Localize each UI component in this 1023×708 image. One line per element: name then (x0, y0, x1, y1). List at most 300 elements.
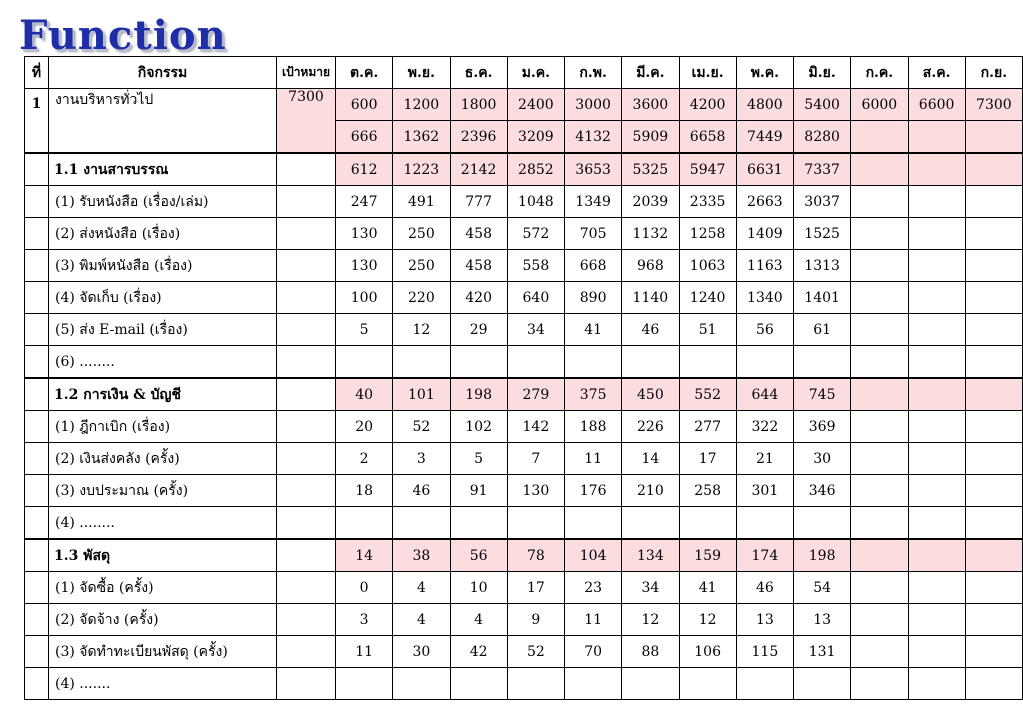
item-value: 52 (393, 411, 450, 443)
header-no: ที่ (25, 57, 49, 89)
item-value: 51 (679, 314, 736, 346)
item-value: 420 (450, 282, 507, 314)
item-value (393, 668, 450, 700)
item-row (25, 572, 1023, 604)
item-value: 131 (794, 636, 851, 668)
target-empty (277, 668, 336, 700)
section-label: 1.2 การเงิน & บัญชี (49, 378, 277, 411)
item-value (908, 507, 965, 540)
item-value: 54 (794, 572, 851, 604)
item-value: 10 (450, 572, 507, 604)
item-value: 61 (794, 314, 851, 346)
item-row (25, 443, 1023, 475)
plan-cell: 1200 (393, 89, 450, 121)
item-value: 100 (336, 282, 393, 314)
plan-cell: 4800 (736, 89, 793, 121)
row-number-empty (25, 572, 49, 604)
item-value (736, 507, 793, 540)
section-value: 375 (565, 378, 622, 411)
item-label: (3) พิมพ์หนังสือ (เรื่อง) (49, 250, 277, 282)
item-label: (6) ........ (49, 346, 277, 379)
item-value: 11 (565, 443, 622, 475)
item-value: 142 (507, 411, 564, 443)
plan-cell: 3000 (565, 89, 622, 121)
section-value (908, 539, 965, 572)
item-value: 3 (336, 604, 393, 636)
item-value (851, 314, 908, 346)
item-value: 1401 (794, 282, 851, 314)
item-value: 46 (393, 475, 450, 507)
item-value (908, 186, 965, 218)
item-value (851, 186, 908, 218)
item-label: (2) เงินส่งคลัง (ครั้ง) (49, 443, 277, 475)
target-empty (277, 282, 336, 314)
item-value (393, 507, 450, 540)
item-label: (1) จัดซื้อ (ครั้ง) (49, 572, 277, 604)
item-value (908, 475, 965, 507)
section-value: 38 (393, 539, 450, 572)
item-value (679, 507, 736, 540)
section-row (25, 378, 1023, 411)
row-number-empty (25, 475, 49, 507)
item-value: 1349 (565, 186, 622, 218)
actual-cell (965, 121, 1022, 154)
item-label: (5) ส่ง E-mail (เรื่อง) (49, 314, 277, 346)
item-value (794, 668, 851, 700)
item-value: 42 (450, 636, 507, 668)
item-value (794, 507, 851, 540)
item-value: 20 (336, 411, 393, 443)
section-value: 14 (336, 539, 393, 572)
section-value: 450 (622, 378, 679, 411)
item-value: 130 (336, 250, 393, 282)
section-value: 78 (507, 539, 564, 572)
item-value: 1409 (736, 218, 793, 250)
item-value: 91 (450, 475, 507, 507)
target-empty (277, 346, 336, 379)
item-value (965, 443, 1022, 475)
plan-cell: 1800 (450, 89, 507, 121)
item-value: 1313 (794, 250, 851, 282)
item-value (851, 507, 908, 540)
item-value: 11 (565, 604, 622, 636)
item-value (336, 668, 393, 700)
item-value: 12 (679, 604, 736, 636)
item-value (851, 218, 908, 250)
item-value: 188 (565, 411, 622, 443)
item-value: 9 (507, 604, 564, 636)
actual-cell: 7449 (736, 121, 793, 154)
item-value (565, 668, 622, 700)
section-value: 1223 (393, 153, 450, 186)
item-value (851, 411, 908, 443)
item-value: 46 (736, 572, 793, 604)
row-number-empty (25, 153, 49, 186)
item-row (25, 250, 1023, 282)
row-number-empty (25, 507, 49, 540)
item-value: 34 (507, 314, 564, 346)
item-value: 277 (679, 411, 736, 443)
actual-cell: 8280 (794, 121, 851, 154)
target-empty (277, 250, 336, 282)
item-value (908, 314, 965, 346)
item-value (507, 668, 564, 700)
section-value: 745 (794, 378, 851, 411)
item-value (851, 282, 908, 314)
row-number-empty (25, 604, 49, 636)
main-activity-label: งานบริหารทั่วไป (49, 89, 277, 154)
header-month: เม.ย. (679, 57, 736, 89)
header-month: ธ.ค. (450, 57, 507, 89)
item-value: 1048 (507, 186, 564, 218)
section-value (908, 153, 965, 186)
item-value: 250 (393, 218, 450, 250)
target-empty (277, 636, 336, 668)
section-value (965, 539, 1022, 572)
item-value (450, 346, 507, 379)
item-value (851, 443, 908, 475)
item-value (851, 572, 908, 604)
actual-cell: 666 (336, 121, 393, 154)
item-value (565, 507, 622, 540)
header-month: พ.ค. (736, 57, 793, 89)
item-value: 458 (450, 250, 507, 282)
section-value: 552 (679, 378, 736, 411)
row-number-empty (25, 539, 49, 572)
header-month: ม.ค. (507, 57, 564, 89)
item-value (965, 250, 1022, 282)
section-value (851, 153, 908, 186)
item-value: 4 (450, 604, 507, 636)
item-value: 3037 (794, 186, 851, 218)
section-value: 612 (336, 153, 393, 186)
item-row (25, 475, 1023, 507)
item-value: 12 (622, 604, 679, 636)
item-value (965, 346, 1022, 379)
section-value: 40 (336, 378, 393, 411)
item-value: 250 (393, 250, 450, 282)
row-number-empty (25, 314, 49, 346)
item-value (965, 411, 1022, 443)
section-row (25, 539, 1023, 572)
item-value (565, 346, 622, 379)
item-value: 705 (565, 218, 622, 250)
target-empty (277, 539, 336, 572)
plan-cell: 3600 (622, 89, 679, 121)
row-number-empty (25, 218, 49, 250)
header-month: ต.ค. (336, 57, 393, 89)
item-value: 130 (336, 218, 393, 250)
item-row (25, 186, 1023, 218)
item-value: 210 (622, 475, 679, 507)
plan-cell: 2400 (507, 89, 564, 121)
item-value: 11 (336, 636, 393, 668)
actual-cell (908, 121, 965, 154)
header-month: ก.ค. (851, 57, 908, 89)
section-label: 1.3 พัสดุ (49, 539, 277, 572)
item-value: 458 (450, 218, 507, 250)
item-value (851, 636, 908, 668)
item-value: 130 (507, 475, 564, 507)
item-label: (2) ส่งหนังสือ (เรื่อง) (49, 218, 277, 250)
header-month: ก.พ. (565, 57, 622, 89)
header-month: ส.ค. (908, 57, 965, 89)
item-value (965, 314, 1022, 346)
item-value: 106 (679, 636, 736, 668)
item-value: 12 (393, 314, 450, 346)
item-label: (2) จัดจ้าง (ครั้ง) (49, 604, 277, 636)
item-value: 115 (736, 636, 793, 668)
header-month: ก.ย. (965, 57, 1022, 89)
item-value: 1063 (679, 250, 736, 282)
item-row (25, 668, 1023, 700)
item-value (622, 507, 679, 540)
item-value: 322 (736, 411, 793, 443)
item-value (450, 668, 507, 700)
row-number-empty (25, 250, 49, 282)
item-value: 17 (507, 572, 564, 604)
header-month: พ.ย. (393, 57, 450, 89)
target-empty (277, 572, 336, 604)
item-value: 18 (336, 475, 393, 507)
section-value: 7337 (794, 153, 851, 186)
target-empty (277, 153, 336, 186)
item-value: 30 (794, 443, 851, 475)
target-empty (277, 604, 336, 636)
item-value: 226 (622, 411, 679, 443)
header-row (25, 57, 1023, 89)
section-value (851, 378, 908, 411)
item-value: 1132 (622, 218, 679, 250)
section-value: 198 (794, 539, 851, 572)
item-value: 1258 (679, 218, 736, 250)
section-value: 159 (679, 539, 736, 572)
item-value: 0 (336, 572, 393, 604)
item-value (336, 346, 393, 379)
item-value (794, 346, 851, 379)
target-empty (277, 443, 336, 475)
item-value: 2335 (679, 186, 736, 218)
item-value: 1240 (679, 282, 736, 314)
actual-cell: 3209 (507, 121, 564, 154)
item-value (908, 604, 965, 636)
row-number-empty (25, 186, 49, 218)
item-value (965, 186, 1022, 218)
target-value: 7300 (277, 89, 336, 154)
item-value: 23 (565, 572, 622, 604)
item-value: 2039 (622, 186, 679, 218)
item-value: 5 (450, 443, 507, 475)
item-value: 52 (507, 636, 564, 668)
activity-table (24, 56, 1023, 700)
row-number-empty (25, 668, 49, 700)
item-value: 5 (336, 314, 393, 346)
row-number-empty (25, 282, 49, 314)
item-label: (1) ฎีกาเบิก (เรื่อง) (49, 411, 277, 443)
item-value (851, 475, 908, 507)
item-value (965, 668, 1022, 700)
section-value (908, 378, 965, 411)
item-value: 1163 (736, 250, 793, 282)
item-value: 30 (393, 636, 450, 668)
item-value: 301 (736, 475, 793, 507)
item-value (507, 346, 564, 379)
item-value (851, 668, 908, 700)
item-value (965, 282, 1022, 314)
item-value: 176 (565, 475, 622, 507)
item-value (965, 604, 1022, 636)
item-label: (3) จัดทำทะเบียนพัสดุ (ครั้ง) (49, 636, 277, 668)
item-value (908, 636, 965, 668)
header-activity: กิจกรรม (49, 57, 277, 89)
item-value: 220 (393, 282, 450, 314)
section-value: 279 (507, 378, 564, 411)
item-value: 4 (393, 604, 450, 636)
item-value (965, 572, 1022, 604)
item-value (965, 475, 1022, 507)
item-value: 968 (622, 250, 679, 282)
section-value: 174 (736, 539, 793, 572)
header-target: เป้าหมาย (277, 57, 336, 89)
actual-cell: 2396 (450, 121, 507, 154)
section-label: 1.1 งานสารบรรณ (49, 153, 277, 186)
section-row (25, 153, 1023, 186)
plan-cell: 600 (336, 89, 393, 121)
item-value (965, 636, 1022, 668)
item-row (25, 314, 1023, 346)
item-value (908, 443, 965, 475)
section-value (965, 153, 1022, 186)
item-value (736, 346, 793, 379)
item-value: 17 (679, 443, 736, 475)
item-value: 2 (336, 443, 393, 475)
item-value (336, 507, 393, 540)
item-value: 346 (794, 475, 851, 507)
item-value (393, 346, 450, 379)
actual-cell: 4132 (565, 121, 622, 154)
item-value: 56 (736, 314, 793, 346)
item-value (679, 346, 736, 379)
item-value (908, 572, 965, 604)
section-value (851, 539, 908, 572)
section-value: 6631 (736, 153, 793, 186)
plan-cell: 6000 (851, 89, 908, 121)
plan-cell: 7300 (965, 89, 1022, 121)
item-value: 258 (679, 475, 736, 507)
item-value: 640 (507, 282, 564, 314)
item-value (622, 668, 679, 700)
actual-cell: 1362 (393, 121, 450, 154)
item-value: 491 (393, 186, 450, 218)
item-value (851, 250, 908, 282)
item-value: 890 (565, 282, 622, 314)
item-value (507, 507, 564, 540)
item-value (851, 346, 908, 379)
plan-cell: 6600 (908, 89, 965, 121)
item-value: 247 (336, 186, 393, 218)
item-label: (3) งบประมาณ (ครั้ง) (49, 475, 277, 507)
section-value: 104 (565, 539, 622, 572)
row-number-empty (25, 636, 49, 668)
item-value: 4 (393, 572, 450, 604)
actual-cell: 5909 (622, 121, 679, 154)
item-value: 41 (679, 572, 736, 604)
item-value: 1140 (622, 282, 679, 314)
main-plan-row (25, 89, 1023, 121)
item-value: 3 (393, 443, 450, 475)
item-value (450, 507, 507, 540)
item-value (679, 668, 736, 700)
item-value: 369 (794, 411, 851, 443)
item-value: 2663 (736, 186, 793, 218)
item-value (851, 604, 908, 636)
target-empty (277, 314, 336, 346)
item-value: 14 (622, 443, 679, 475)
item-value (736, 668, 793, 700)
item-value (965, 507, 1022, 540)
item-row (25, 507, 1023, 540)
section-value: 56 (450, 539, 507, 572)
section-value: 5947 (679, 153, 736, 186)
item-value (908, 346, 965, 379)
actual-cell: 6658 (679, 121, 736, 154)
item-label: (4) จัดเก็บ (เรื่อง) (49, 282, 277, 314)
section-value: 644 (736, 378, 793, 411)
row-number: 1 (25, 89, 49, 154)
item-value: 13 (736, 604, 793, 636)
item-label: (4) ....... (49, 668, 277, 700)
target-empty (277, 507, 336, 540)
row-number-empty (25, 443, 49, 475)
section-value: 2142 (450, 153, 507, 186)
item-value: 558 (507, 250, 564, 282)
item-value: 1525 (794, 218, 851, 250)
item-value: 46 (622, 314, 679, 346)
item-value: 572 (507, 218, 564, 250)
target-empty (277, 411, 336, 443)
row-number-empty (25, 411, 49, 443)
item-value: 668 (565, 250, 622, 282)
item-value (965, 218, 1022, 250)
section-value: 134 (622, 539, 679, 572)
section-value: 101 (393, 378, 450, 411)
item-row (25, 346, 1023, 379)
item-value (622, 346, 679, 379)
item-value: 41 (565, 314, 622, 346)
item-value (908, 218, 965, 250)
section-value: 3653 (565, 153, 622, 186)
item-value (908, 250, 965, 282)
item-value: 29 (450, 314, 507, 346)
row-number-empty (25, 378, 49, 411)
item-value (908, 411, 965, 443)
item-row (25, 411, 1023, 443)
item-row (25, 282, 1023, 314)
item-row (25, 636, 1023, 668)
header-month: มี.ค. (622, 57, 679, 89)
plan-cell: 4200 (679, 89, 736, 121)
header-month: มิ.ย. (794, 57, 851, 89)
plan-cell: 5400 (794, 89, 851, 121)
row-number-empty (25, 346, 49, 379)
target-empty (277, 186, 336, 218)
item-value: 88 (622, 636, 679, 668)
item-value: 777 (450, 186, 507, 218)
target-empty (277, 475, 336, 507)
section-value: 198 (450, 378, 507, 411)
item-row (25, 604, 1023, 636)
item-value: 7 (507, 443, 564, 475)
